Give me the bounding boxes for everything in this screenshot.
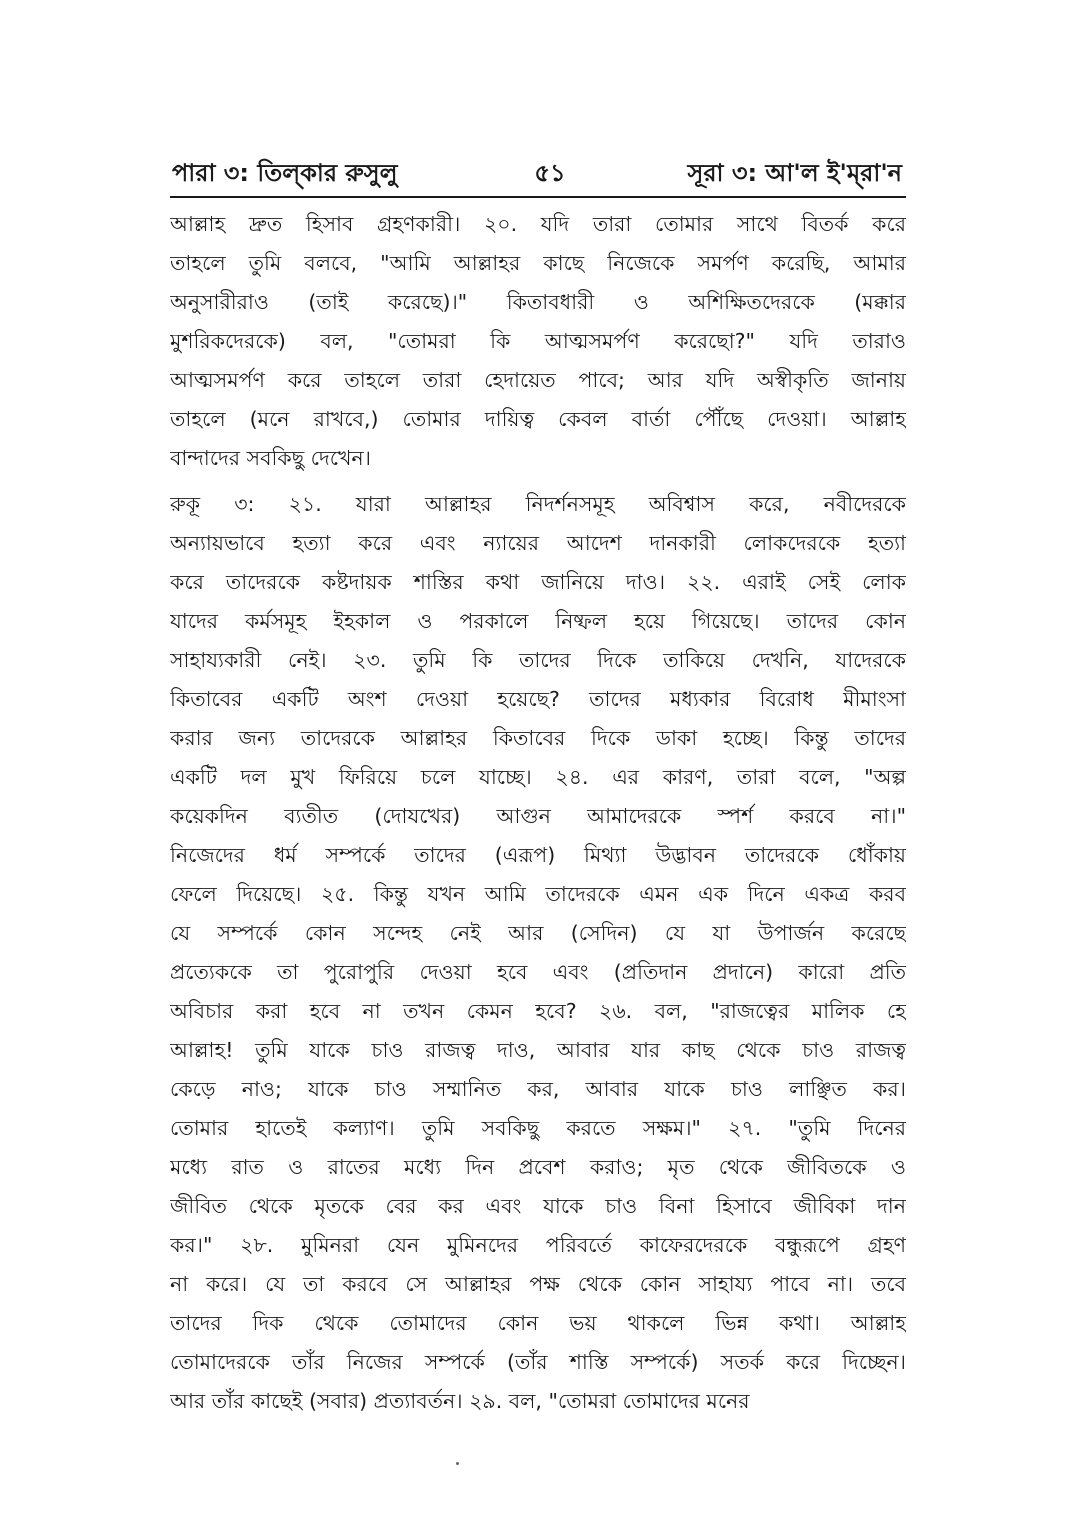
text-line: নিজেদের ধর্ম সম্পর্কে তাদের (এরূপ) মিথ্যা উদ্ভাবন তাদেরকে ধোঁকায় [170,843,906,867]
paragraph-1 [170,205,906,478]
text-line: ফেলে দিয়েছে। ২৫. কিন্তু যখন আমি তাদেরকে এমন এক দিনে একত্র করব [170,882,906,906]
text-line: কর।" ২৮. মুমিনরা যেন মুমিনদের পরিবর্তে কাফেরদেরকে বন্ধুরূপে গ্রহণ [170,1233,906,1257]
text-line: জীবিত থেকে মৃতকে বের কর এবং যাকে চাও বিনা হিসাবে জীবিকা দান [170,1194,906,1218]
text-line: অবিচার করা হবে না তখন কেমন হবে? ২৬. বল, "রাজত্বের মালিক হে [170,999,906,1023]
text-line: করার জন্য তাদেরকে আল্লাহর কিতাবের দিকে ডাকা হচ্ছে। কিন্তু তাদের [170,726,906,750]
text-line: আত্মসমর্পণ করে তাহলে তারা হেদায়েত পাবে; আর যদি অস্বীকৃতি জানায় [170,368,906,392]
text-line: তাহলে (মনে রাখবে,) তোমার দায়িত্ব কেবল বার্তা পৌঁছে দেওয়া। আল্লাহ [170,407,906,431]
text-line: যাদের কর্মসমূহ ইহকাল ও পরকালে নিষ্ফল হয়ে গিয়েছে। তাদের কোন [170,609,906,633]
text-line: তাদের দিক থেকে তোমাদের কোন ভয় থাকলে ভিন্ন কথা। আল্লাহ [170,1311,906,1335]
text-line: আল্লাহ! তুমি যাকে চাও রাজত্ব দাও, আবার যার কাছ থেকে চাও রাজত্ব [170,1038,906,1062]
text-line: আর তাঁর কাছেই (সবার) প্রত্যাবর্তন। ২৯. বল, "তোমরা তোমাদের মনের [170,1389,750,1413]
running-header [170,152,906,194]
text-line: সাহায্যকারী নেই। ২৩. তুমি কি তাদের দিকে তাকিয়ে দেখনি, যাদেরকে [170,648,906,672]
scan-speck [456,1462,459,1465]
header-para-title: পারা ৩: তিল্‌কার রুসুলু [172,159,398,187]
text-line: তোমার হাতেই কল্যাণ। তুমি সবকিছু করতে সক্ষম।" ২৭. "তুমি দিনের [170,1116,906,1140]
text-line: তোমাদেরকে তাঁর নিজের সম্পর্কে (তাঁর শাস্তি সম্পর্কে) সতর্ক করে দিচ্ছেন। [170,1350,906,1374]
text-line: একটি দল মুখ ফিরিয়ে চলে যাচ্ছে। ২৪. এর কারণ, তারা বলে, "অল্প [170,765,906,789]
text-line: প্রত্যেককে তা পুরোপুরি দেওয়া হবে এবং (প্রতিদান প্রদানে) কারো প্রতি [170,960,906,984]
header-rule [170,196,906,198]
text-line: অনুসারীরাও (তাই করেছে)।" কিতাবধারী ও অশিক্ষিতদেরকে (মক্কার [170,290,906,314]
text-line: বান্দাদের সবকিছু দেখেন। [170,446,371,470]
text-line: মুশরিকদেরকে) বল, "তোমরা কি আত্মসমর্পণ করেছো?" যদি তারাও [170,329,906,353]
text-line: কিতাবের একটি অংশ দেওয়া হয়েছে? তাদের মধ্যকার বিরোধ মীমাংসা [170,687,906,711]
text-line: আল্লাহ দ্রুত হিসাব গ্রহণকারী। ২০. যদি তারা তোমার সাথে বিতর্ক করে [170,212,906,236]
text-line: তাহলে তুমি বলবে, "আমি আল্লাহর কাছে নিজেকে সমর্পণ করেছি, আমার [170,251,906,275]
header-surah-title: সূরা ৩: আ'ল ই'ম্‌রা'ন [687,159,902,187]
text-line: করে তাদেরকে কষ্টদায়ক শাস্তির কথা জানিয়ে দাও। ২২. এরাই সেই লোক [170,570,906,594]
text-line: অন্যায়ভাবে হত্যা করে এবং ন্যায়ের আদেশ দানকারী লোকদেরকে হত্যা [170,531,906,555]
text-line: রুকূ ৩: ২১. যারা আল্লাহর নিদর্শনসমূহ অবিশ্বাস করে, নবীদেরকে [170,492,906,516]
text-line: যে সম্পর্কে কোন সন্দেহ নেই আর (সেদিন) যে যা উপার্জন করেছে [170,921,906,945]
header-page-number: ৫১ [534,159,566,187]
text-line: না করে। যে তা করবে সে আল্লাহর পক্ষ থেকে কোন সাহায্য পাবে না। তবে [170,1272,906,1296]
text-line: কেড়ে নাও; যাকে চাও সম্মানিত কর, আবার যাকে চাও লাঞ্ছিত কর। [170,1077,906,1101]
text-line: কয়েকদিন ব্যতীত (দোযখের) আগুন আমাদেরকে স্পর্শ করবে না।" [170,804,906,828]
text-line: মধ্যে রাত ও রাতের মধ্যে দিন প্রবেশ করাও; মৃত থেকে জীবিতকে ও [170,1155,906,1179]
paragraph-2 [170,485,906,1421]
